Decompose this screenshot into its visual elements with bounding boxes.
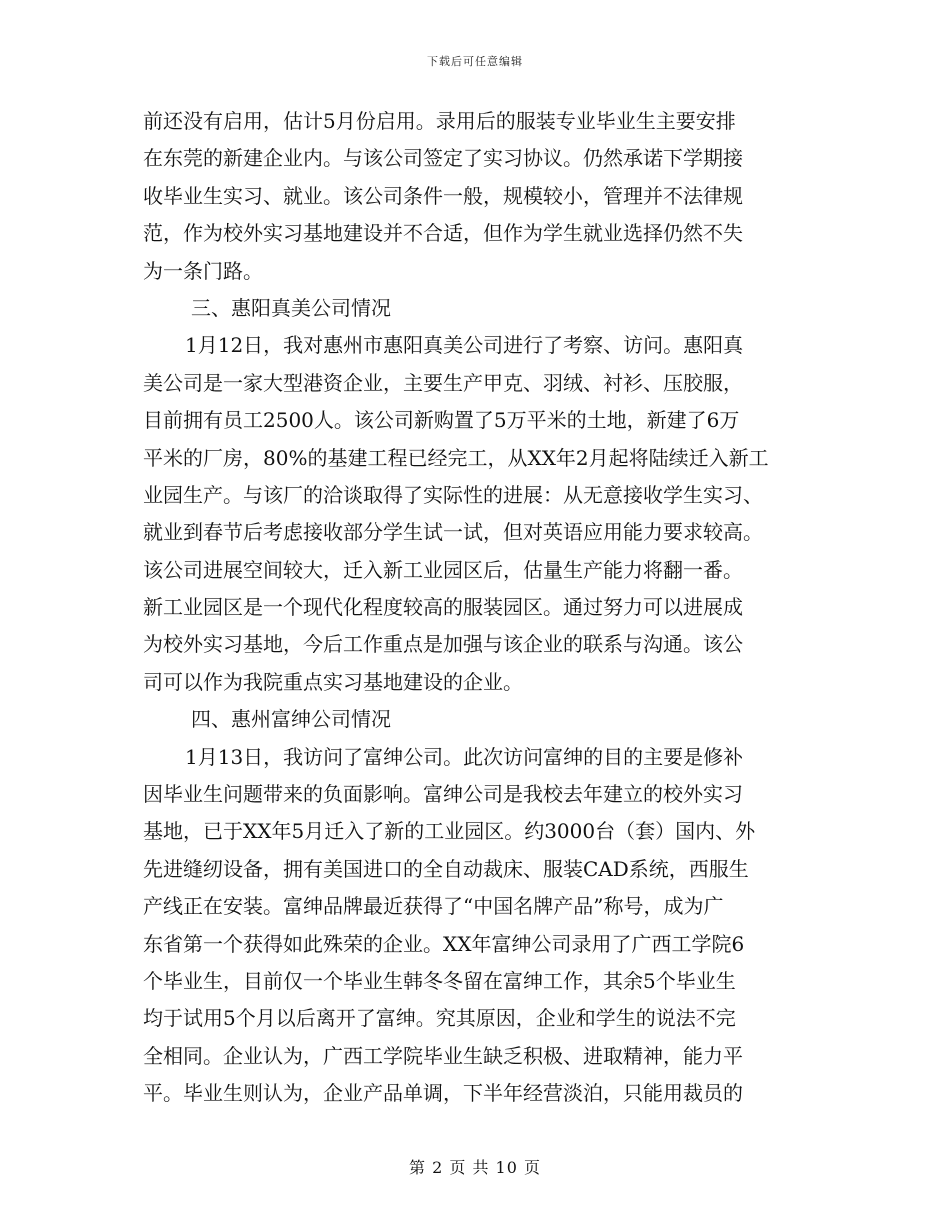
text-line: 1月13日，我访问了富绅公司。此次访问富绅的目的主要是修补 bbox=[185, 744, 744, 769]
text-line: 全相同。企业认为，广西工学院毕业生缺乏积极、进取精神，能力平 bbox=[143, 1043, 743, 1068]
section-heading: 四、惠州富绅公司情况 bbox=[191, 707, 391, 732]
text-line: 均于试用5个月以后离开了富绅。究其原因，企业和学生的说法不完 bbox=[143, 1006, 736, 1031]
text-line: 收毕业生实习、就业。该公司条件一般，规模较小，管理并不法律规 bbox=[143, 183, 743, 208]
document-body bbox=[143, 103, 811, 1113]
text-line: 业园生产。与该厂的洽谈取得了实际性的进展：从无意接收学生实习、 bbox=[143, 482, 763, 507]
text-line: 为一条门路。 bbox=[143, 258, 263, 283]
text-line: 东省第一个获得如此殊荣的企业。XX年富绅公司录用了广西工学院6 bbox=[143, 931, 745, 956]
text-line: 1月12日，我对惠州市惠阳真美公司进行了考察、访问。惠阳真 bbox=[185, 333, 744, 358]
text-line: 基地，已于XX年5月迁入了新的工业园区。约3000台（套）国内、外 bbox=[143, 819, 756, 844]
text-line: 平米的厂房，80%的基建工程已经完工，从XX年2月起将陆续迁入新工 bbox=[143, 445, 769, 470]
text-line: 因毕业生问题带来的负面影响。富绅公司是我校去年建立的校外实习 bbox=[143, 782, 743, 807]
text-line: 新工业园区是一个现代化程度较高的服装园区。通过努力可以进展成 bbox=[143, 595, 743, 620]
text-line: 先进缝纫设备，拥有美国进口的全自动裁床、服装CAD系统，西服生 bbox=[143, 856, 749, 881]
text-line: 美公司是一家大型港资企业，主要生产甲克、羽绒、衬衫、压胶服， bbox=[143, 370, 743, 395]
text-line: 范，作为校外实习基地建设并不合适，但作为学生就业选择仍然不失 bbox=[143, 221, 743, 246]
text-line: 司可以作为我院重点实习基地建设的企业。 bbox=[143, 669, 523, 694]
text-line: 个毕业生，目前仅一个毕业生韩冬冬留在富绅工作，其余5个毕业生 bbox=[143, 968, 736, 993]
section-heading: 三、惠阳真美公司情况 bbox=[191, 295, 391, 320]
page-header: 下载后可任意编辑 bbox=[427, 55, 523, 68]
text-line: 为校外实习基地，今后工作重点是加强与该企业的联系与沟通。该公 bbox=[143, 632, 743, 657]
text-line: 产线正在安装。富绅品牌最近获得了“中国名牌产品”称号，成为广 bbox=[143, 894, 724, 919]
text-line: 前还没有启用，估计5月份启用。录用后的服装专业毕业生主要安排 bbox=[143, 109, 736, 133]
page-footer: 第 2 页 共 10 页 bbox=[409, 1158, 541, 1177]
text-line: 该公司进展空间较大，迁入新工业园区后，估量生产能力将翻一番。 bbox=[143, 557, 743, 582]
text-line: 就业到春节后考虑接收部分学生试一试，但对英语应用能力要求较高。 bbox=[143, 520, 763, 545]
text-line: 平。毕业生则认为，企业产品单调，下半年经营淡泊，只能用裁员的 bbox=[143, 1081, 743, 1106]
text-line: 在东莞的新建企业内。与该公司签定了实习协议。仍然承诺下学期接 bbox=[143, 146, 743, 171]
text-line: 目前拥有员工2500人。该公司新购置了5万平米的土地，新建了6万 bbox=[143, 408, 740, 433]
